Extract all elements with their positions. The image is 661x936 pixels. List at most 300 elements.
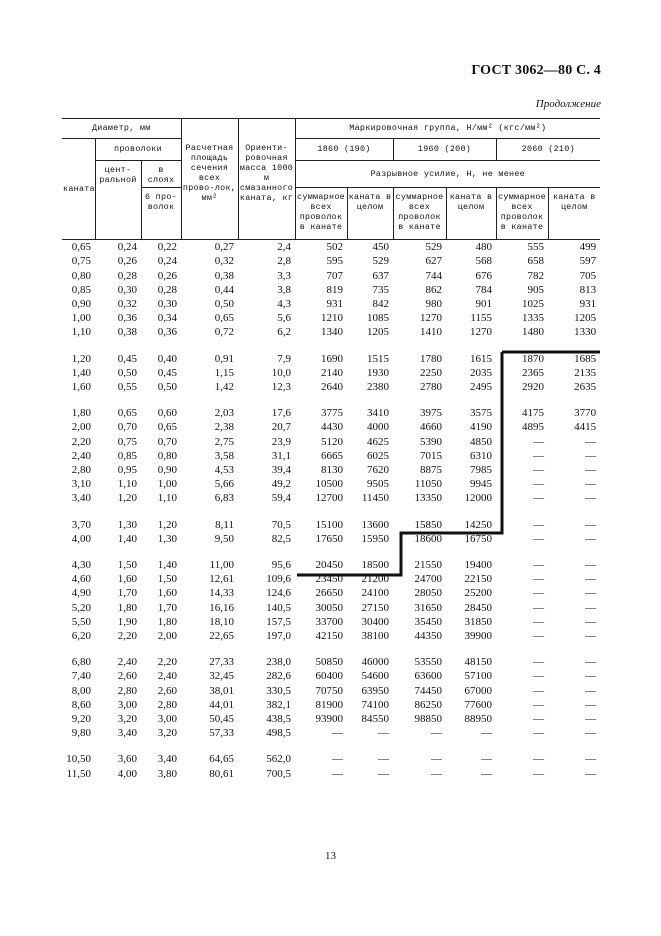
cell-sum-2060: 905 xyxy=(527,283,545,296)
cell-layer-wire: 0,22 xyxy=(157,241,178,254)
cell-mass: 23,9 xyxy=(271,435,292,448)
cell-central-wire: 2,60 xyxy=(117,670,137,683)
cell-area: 16,16 xyxy=(209,601,235,614)
cell-layer-wire: 0,40 xyxy=(157,352,178,365)
cell-sum-2060: — xyxy=(533,449,545,462)
cell-sum-1860: — xyxy=(332,767,344,780)
cell-sum-1860: 17650 xyxy=(315,532,344,545)
gap-cell xyxy=(62,506,600,518)
table-row xyxy=(62,629,600,643)
cell-sum-1960: 63600 xyxy=(414,670,443,683)
cell-layer-wire: 3,40 xyxy=(157,753,178,766)
cell-mass: 20,7 xyxy=(271,421,292,434)
cell-sum-1860: 70750 xyxy=(315,684,344,697)
cell-layer-wire: 1,60 xyxy=(157,587,178,600)
cell-sum-1860: 81900 xyxy=(315,698,344,711)
cell-area: 38,01 xyxy=(209,684,235,697)
cell-sum-2060: 1870 xyxy=(522,352,545,365)
cell-layer-wire: 0,24 xyxy=(157,255,178,268)
header-sum-1960: суммарное всех проволок в канате xyxy=(393,188,446,240)
table-row xyxy=(62,655,600,669)
table-row xyxy=(62,240,600,255)
cell-sum-1860: 2640 xyxy=(321,380,344,393)
cell-sum-1960: 744 xyxy=(425,269,443,282)
cell-mass: 330,5 xyxy=(266,684,292,697)
table-row xyxy=(62,352,600,366)
cell-rope-1860: 24100 xyxy=(361,587,390,600)
cell-area: 80,61 xyxy=(209,767,235,780)
cell-sum-1860: 10500 xyxy=(315,478,344,491)
cell-central-wire: 1,80 xyxy=(117,601,137,614)
cell-sum-1960: 44350 xyxy=(414,630,443,643)
cell-sum-2060: — xyxy=(533,670,545,683)
cell-sum-2060: — xyxy=(533,656,545,669)
cell-rope-1960: 1155 xyxy=(470,312,493,325)
cell-rope-1860: — xyxy=(378,727,390,740)
cell-rope-1960: — xyxy=(481,753,493,766)
cell-rope-1860: 1515 xyxy=(367,352,390,365)
cell-rope-1960: 2495 xyxy=(470,380,493,393)
cell-rope-1960: 77600 xyxy=(464,698,493,711)
cell-layer-wire: 2,00 xyxy=(157,630,178,643)
cell-sum-1960: 18600 xyxy=(414,532,443,545)
table-row xyxy=(62,380,600,394)
cell-rope-diameter: 0,80 xyxy=(71,269,91,282)
group-gap xyxy=(62,394,600,406)
header-rope-1960: каната в целом xyxy=(446,188,496,240)
cell-rope-1960: 7985 xyxy=(470,464,493,476)
table-row xyxy=(62,601,600,615)
cell-rope-diameter: 0,90 xyxy=(71,297,91,310)
cell-central-wire: 0,70 xyxy=(117,421,137,434)
cell-rope-2060: 4415 xyxy=(574,421,597,434)
cell-rope-2060: 499 xyxy=(579,241,597,254)
cell-central-wire: 1,70 xyxy=(117,587,137,600)
cell-area: 6,83 xyxy=(214,492,235,505)
cell-rope-1960: 67000 xyxy=(464,684,493,697)
cell-sum-1960: 11050 xyxy=(414,478,443,491)
cell-rope-diameter: 1,40 xyxy=(71,366,91,379)
cell-rope-2060: 931 xyxy=(579,297,597,310)
cell-rope-1960: 88950 xyxy=(464,713,493,726)
table-row xyxy=(62,767,600,781)
cell-layer-wire: 0,90 xyxy=(157,464,178,476)
cell-mass: 49,2 xyxy=(271,478,292,491)
cell-rope-1860: 27150 xyxy=(361,601,390,614)
cell-rope-1860: 84550 xyxy=(361,713,390,726)
cell-rope-1960: 39900 xyxy=(464,630,493,643)
cell-rope-1860: 13600 xyxy=(361,518,390,531)
header-sum-1860: суммарное всех проволок в канате xyxy=(295,188,347,240)
table-row xyxy=(62,366,600,380)
cell-mass: 498,5 xyxy=(266,727,292,740)
cell-layer-wire: 2,20 xyxy=(157,656,178,669)
table-row xyxy=(62,325,600,339)
cell-rope-2060: — xyxy=(585,478,597,491)
cell-mass: 3,3 xyxy=(277,269,292,282)
cell-rope-1860: 1205 xyxy=(367,326,390,339)
cell-rope-diameter: 0,65 xyxy=(71,241,91,254)
cell-rope-1960: 6310 xyxy=(470,449,493,462)
cell-rope-1860: 15950 xyxy=(361,532,390,545)
cell-sum-1860: 26650 xyxy=(315,587,344,600)
cell-rope-1860: — xyxy=(378,767,390,780)
cell-rope-1860: 2380 xyxy=(367,380,390,393)
cell-rope-1960: 9945 xyxy=(470,478,493,491)
cell-area: 0,50 xyxy=(214,297,235,310)
cell-rope-diameter: 6,80 xyxy=(71,656,91,669)
cell-area: 0,72 xyxy=(214,326,235,339)
cell-rope-2060: — xyxy=(585,727,597,740)
cell-rope-diameter: 5,50 xyxy=(71,615,91,628)
cell-rope-2060: — xyxy=(585,713,597,726)
group-gap xyxy=(62,340,600,352)
cell-mass: 7,9 xyxy=(277,352,292,365)
cell-rope-1860: — xyxy=(378,753,390,766)
cell-sum-1960: — xyxy=(431,753,443,766)
cell-layer-wire: 1,50 xyxy=(157,573,178,586)
cell-rope-2060: — xyxy=(585,518,597,531)
cell-area: 22,65 xyxy=(209,630,235,643)
cell-sum-1960: 3975 xyxy=(420,407,443,420)
cell-mass: 282,6 xyxy=(266,670,292,683)
header-area: Расчетная площадь сечения всех прово-лок, мм² xyxy=(181,119,238,240)
cell-central-wire: 0,32 xyxy=(117,297,137,310)
header-rope-1860: каната в целом xyxy=(347,188,393,240)
cell-central-wire: 1,30 xyxy=(117,518,137,531)
cell-sum-2060: — xyxy=(533,492,545,505)
cell-rope-diameter: 5,20 xyxy=(71,601,91,614)
cell-rope-1960: 25200 xyxy=(464,587,493,600)
cell-area: 14,33 xyxy=(209,587,235,600)
cell-sum-1960: 980 xyxy=(425,297,443,310)
cell-sum-1860: 502 xyxy=(326,241,344,254)
table-row xyxy=(62,420,600,434)
cell-sum-1960: 529 xyxy=(425,241,443,254)
cell-area: 0,27 xyxy=(214,241,235,254)
cell-rope-1960: 57100 xyxy=(464,670,493,683)
cell-mass: 157,5 xyxy=(266,615,292,628)
cell-mass: 5,6 xyxy=(277,312,292,325)
cell-sum-2060: 658 xyxy=(527,255,545,268)
cell-rope-1960: 16750 xyxy=(464,532,493,545)
cell-layer-wire: 1,00 xyxy=(157,478,178,491)
cell-rope-1860: 63950 xyxy=(361,684,390,697)
cell-sum-1960: 2250 xyxy=(420,366,443,379)
cell-rope-2060: — xyxy=(585,767,597,780)
cell-area: 5,66 xyxy=(214,478,235,491)
cell-central-wire: 0,50 xyxy=(117,366,137,379)
cell-rope-diameter: 3,70 xyxy=(71,518,91,531)
cell-rope-1860: 18500 xyxy=(361,559,390,572)
table-row xyxy=(62,586,600,600)
table-row xyxy=(62,254,600,268)
cell-central-wire: 1,40 xyxy=(117,532,137,545)
cell-layer-wire: 0,45 xyxy=(157,366,178,379)
cell-sum-2060: 4175 xyxy=(522,407,545,420)
cell-central-wire: 1,50 xyxy=(117,559,137,572)
header-central: цент-ральной xyxy=(95,161,141,240)
cell-rope-diameter: 1,00 xyxy=(71,312,91,325)
cell-rope-diameter: 10,50 xyxy=(66,753,91,766)
cell-central-wire: 0,24 xyxy=(117,241,137,254)
header-rope: каната xyxy=(62,139,95,240)
cell-area: 50,45 xyxy=(209,713,235,726)
table-row xyxy=(62,752,600,766)
cell-rope-2060: 2635 xyxy=(574,380,597,393)
cell-central-wire: 2,20 xyxy=(117,630,137,643)
cell-rope-1960: 31850 xyxy=(464,615,493,628)
cell-mass: 700,5 xyxy=(266,767,292,780)
cell-layer-wire: 3,00 xyxy=(157,713,178,726)
cell-rope-1960: 2035 xyxy=(470,366,493,379)
cell-layer-wire: 0,65 xyxy=(157,421,178,434)
cell-sum-1960: 15850 xyxy=(414,518,443,531)
cell-rope-diameter: 4,90 xyxy=(71,587,91,600)
cell-area: 1,42 xyxy=(214,380,235,393)
cell-rope-2060: 705 xyxy=(579,269,597,282)
cell-layer-wire: 3,80 xyxy=(157,767,178,780)
cell-layer-wire: 2,40 xyxy=(157,670,178,683)
cell-rope-2060: — xyxy=(585,698,597,711)
cell-rope-2060: — xyxy=(585,587,597,600)
cell-rope-diameter: 1,20 xyxy=(71,352,91,365)
cell-central-wire: 3,60 xyxy=(117,753,137,766)
cell-sum-2060: — xyxy=(533,518,545,531)
cell-sum-1860: 707 xyxy=(326,269,344,282)
cell-rope-1860: 9505 xyxy=(367,478,390,491)
gost-title: ГОСТ 3062—80 С. 4 xyxy=(471,63,601,78)
cell-layer-wire: 3,20 xyxy=(157,727,178,740)
cell-central-wire: 1,60 xyxy=(117,573,137,586)
cell-mass: 17,6 xyxy=(271,407,292,420)
cell-sum-1960: 5390 xyxy=(420,435,443,448)
cell-sum-2060: — xyxy=(533,435,545,448)
cell-sum-2060: — xyxy=(533,601,545,614)
cell-rope-2060: 2135 xyxy=(574,366,597,379)
cell-sum-1960: 24700 xyxy=(414,573,443,586)
cell-central-wire: 0,85 xyxy=(117,449,137,462)
cell-central-wire: 1,10 xyxy=(117,478,137,491)
cell-rope-2060: 1685 xyxy=(574,352,597,365)
cell-central-wire: 4,00 xyxy=(117,767,137,780)
cell-area: 4,53 xyxy=(214,464,235,476)
table-row xyxy=(62,269,600,283)
cell-central-wire: 0,75 xyxy=(117,435,137,448)
cell-sum-1860: 4430 xyxy=(321,421,344,434)
cell-area: 18,10 xyxy=(209,615,235,628)
cell-rope-2060: — xyxy=(585,449,597,462)
continued-label: Продолжение xyxy=(535,98,601,110)
cell-central-wire: 1,20 xyxy=(117,492,137,505)
group-gap xyxy=(62,740,600,752)
cell-central-wire: 0,36 xyxy=(117,312,137,325)
rope-specs-table xyxy=(62,118,600,781)
cell-area: 57,33 xyxy=(209,727,235,740)
table-row xyxy=(62,491,600,505)
cell-sum-1960: 1780 xyxy=(420,352,443,365)
cell-rope-diameter: 3,40 xyxy=(71,492,91,505)
cell-mass: 39,4 xyxy=(271,464,292,476)
cell-area: 0,91 xyxy=(214,352,235,365)
cell-rope-diameter: 0,75 xyxy=(71,255,91,268)
cell-sum-1860: 12700 xyxy=(315,492,344,505)
cell-rope-1960: 480 xyxy=(475,241,493,254)
cell-rope-2060: — xyxy=(585,753,597,766)
cell-sum-1960: 7015 xyxy=(420,449,443,462)
cell-rope-1860: 3410 xyxy=(367,407,390,420)
cell-area: 2,38 xyxy=(214,421,235,434)
table-row xyxy=(62,698,600,712)
cell-sum-1860: — xyxy=(332,727,344,740)
cell-mass: 140,5 xyxy=(266,601,292,614)
cell-rope-1960: 28450 xyxy=(464,601,493,614)
cell-central-wire: 0,30 xyxy=(117,283,137,296)
cell-rope-1960: 3575 xyxy=(470,407,493,420)
cell-area: 2,75 xyxy=(214,435,235,448)
cell-sum-1860: 93900 xyxy=(315,713,344,726)
cell-sum-1860: 5120 xyxy=(321,435,344,448)
cell-rope-diameter: 8,00 xyxy=(71,684,91,697)
cell-rope-1860: 842 xyxy=(372,297,390,310)
cell-sum-1960: 31650 xyxy=(414,601,443,614)
cell-area: 8,11 xyxy=(215,518,235,531)
cell-sum-1860: 8130 xyxy=(321,464,344,476)
cell-sum-2060: — xyxy=(533,713,545,726)
cell-rope-1860: 1930 xyxy=(367,366,390,379)
cell-mass: 124,6 xyxy=(266,587,292,600)
gap-cell xyxy=(62,340,600,352)
cell-central-wire: 0,95 xyxy=(117,464,137,476)
cell-layer-wire: 0,50 xyxy=(157,380,178,393)
cell-area: 0,65 xyxy=(214,312,235,325)
cell-mass: 59,4 xyxy=(271,492,292,505)
cell-rope-diameter: 1,80 xyxy=(71,407,91,420)
cell-rope-2060: — xyxy=(585,435,597,448)
cell-rope-1960: — xyxy=(481,727,493,740)
cell-mass: 70,5 xyxy=(271,518,292,531)
cell-mass: 4,3 xyxy=(277,297,292,310)
cell-rope-diameter: 4,30 xyxy=(71,559,91,572)
cell-layer-wire: 0,80 xyxy=(157,449,178,462)
cell-sum-2060: 1480 xyxy=(522,326,545,339)
cell-area: 2,03 xyxy=(214,407,235,420)
cell-rope-2060: — xyxy=(585,615,597,628)
cell-rope-2060: 3770 xyxy=(574,407,597,420)
header-breaking-force: Разрывное усилие, Н, не менее xyxy=(295,161,600,188)
cell-sum-1960: 86250 xyxy=(414,698,443,711)
cell-rope-diameter: 2,00 xyxy=(71,421,91,434)
cell-rope-1960: 1270 xyxy=(470,326,493,339)
cell-mass: 238,0 xyxy=(266,656,292,669)
cell-rope-1960: 22150 xyxy=(464,573,493,586)
cell-sum-2060: — xyxy=(533,464,545,476)
table-row xyxy=(62,615,600,629)
cell-layer-wire: 1,40 xyxy=(157,559,178,572)
cell-sum-1860: 20450 xyxy=(315,559,344,572)
cell-area: 27,33 xyxy=(209,656,235,669)
cell-sum-1960: 1270 xyxy=(420,312,443,325)
cell-mass: 3,8 xyxy=(277,283,292,296)
cell-sum-1960: 98850 xyxy=(414,713,443,726)
cell-sum-2060: — xyxy=(533,478,545,491)
cell-area: 3,58 xyxy=(214,449,235,462)
cell-rope-1960: 14250 xyxy=(464,518,493,531)
cell-layer-wire: 1,80 xyxy=(157,615,178,628)
cell-rope-2060: 1330 xyxy=(574,326,597,339)
cell-rope-diameter: 9,20 xyxy=(71,713,91,726)
table-row xyxy=(62,684,600,698)
cell-sum-1860: — xyxy=(332,753,344,766)
cell-rope-2060: — xyxy=(585,464,597,476)
cell-rope-2060: — xyxy=(585,532,597,545)
cell-sum-1960: — xyxy=(431,727,443,740)
cell-sum-1860: 1690 xyxy=(321,352,344,365)
cell-rope-diameter: 7,40 xyxy=(71,670,91,683)
cell-mass: 6,2 xyxy=(277,326,292,339)
cell-mass: 82,5 xyxy=(271,532,292,545)
cell-area: 0,44 xyxy=(214,283,235,296)
cell-central-wire: 2,80 xyxy=(117,684,137,697)
cell-rope-2060: — xyxy=(585,670,597,683)
cell-central-wire: 0,28 xyxy=(117,269,137,282)
cell-rope-1960: 568 xyxy=(475,255,493,268)
table-row xyxy=(62,406,600,420)
cell-rope-1860: 4000 xyxy=(367,421,390,434)
cell-rope-1860: 529 xyxy=(372,255,390,268)
cell-rope-1860: 1085 xyxy=(367,312,390,325)
cell-rope-1960: 901 xyxy=(475,297,493,310)
cell-sum-2060: 4895 xyxy=(522,421,545,434)
cell-rope-diameter: 1,60 xyxy=(71,380,91,393)
cell-rope-diameter: 2,80 xyxy=(71,464,91,476)
table-row xyxy=(62,449,600,463)
cell-mass: 2,8 xyxy=(277,255,292,268)
table-body xyxy=(62,240,600,781)
cell-sum-2060: 2920 xyxy=(522,380,545,393)
cell-sum-1860: 23450 xyxy=(315,573,344,586)
cell-rope-1860: 54600 xyxy=(361,670,390,683)
group-gap xyxy=(62,643,600,655)
cell-rope-diameter: 3,10 xyxy=(71,478,91,491)
table-row xyxy=(62,572,600,586)
cell-sum-2060: 555 xyxy=(527,241,545,254)
cell-central-wire: 0,45 xyxy=(117,352,137,365)
cell-sum-2060: 1335 xyxy=(522,312,545,325)
cell-rope-1860: 74100 xyxy=(361,698,390,711)
cell-layer-wire: 0,26 xyxy=(157,269,178,282)
cell-central-wire: 3,40 xyxy=(117,727,137,740)
cell-rope-2060: 1205 xyxy=(574,312,597,325)
cell-layer-wire: 0,34 xyxy=(157,312,178,325)
cell-sum-1860: 30050 xyxy=(315,601,344,614)
table-row xyxy=(62,283,600,297)
cell-sum-1860: 819 xyxy=(326,283,344,296)
header-grade-1960: 1960 (200) xyxy=(393,139,496,161)
cell-rope-1860: 11450 xyxy=(361,492,390,505)
gap-cell xyxy=(62,546,600,558)
cell-rope-diameter: 1,10 xyxy=(71,326,91,339)
cell-sum-1860: 931 xyxy=(326,297,344,310)
cell-rope-1960: 48150 xyxy=(464,656,493,669)
cell-sum-2060: — xyxy=(533,684,545,697)
cell-area: 0,38 xyxy=(214,269,235,282)
cell-rope-1860: 6025 xyxy=(367,449,390,462)
table-row xyxy=(62,311,600,325)
cell-rope-diameter: 6,20 xyxy=(71,630,91,643)
cell-layer-wire: 0,70 xyxy=(157,435,178,448)
cell-mass: 10,0 xyxy=(271,366,292,379)
